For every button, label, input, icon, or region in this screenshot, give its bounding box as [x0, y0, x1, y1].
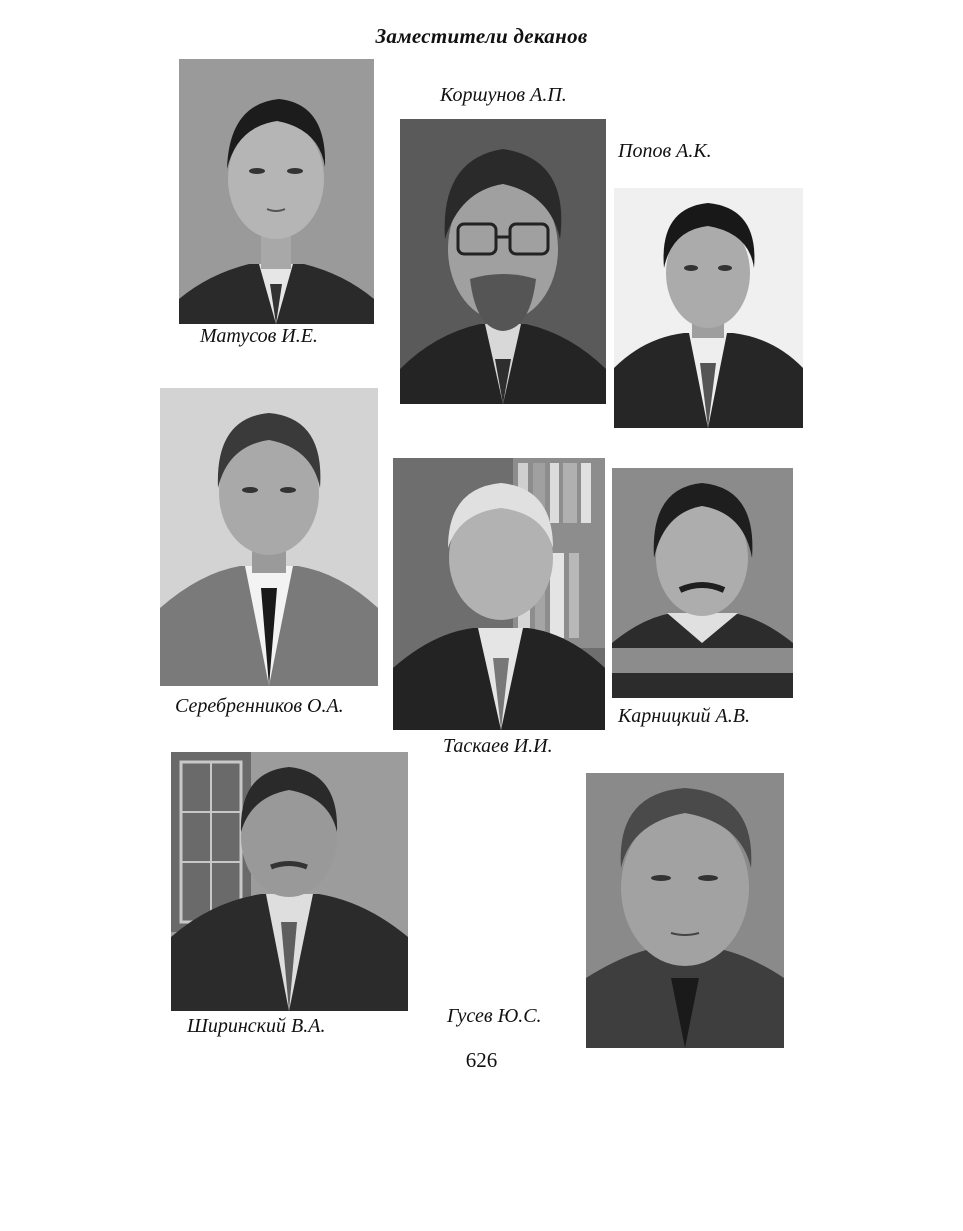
portrait-photo-gusev [586, 773, 784, 1048]
portrait-photo-karnitsky [612, 468, 793, 698]
portrait-photo-korshunov [400, 119, 606, 404]
portrait-photo-serebrennikov [160, 388, 378, 686]
caption-taskaev: Таскаев И.И. [443, 735, 553, 757]
caption-korshunov: Коршунов А.П. [440, 84, 567, 106]
caption-serebrennikov: Серебренников О.А. [175, 695, 344, 717]
portrait-photo-taskaev [393, 458, 605, 730]
caption-gusev: Гусев Ю.С. [447, 1005, 542, 1027]
portrait-photo-matusov [179, 59, 374, 324]
caption-karnitsky: Карницкий А.В. [618, 705, 750, 727]
portrait-photo-popov [614, 188, 803, 428]
caption-shirinsky: Ширинский В.А. [187, 1015, 326, 1037]
caption-popov: Попов А.К. [618, 140, 712, 162]
caption-matusov: Матусов И.Е. [200, 325, 318, 347]
page-number: 626 [465, 1048, 498, 1072]
portrait-photo-shirinsky [171, 752, 408, 1011]
page-title: Заместители деканов [375, 24, 588, 48]
